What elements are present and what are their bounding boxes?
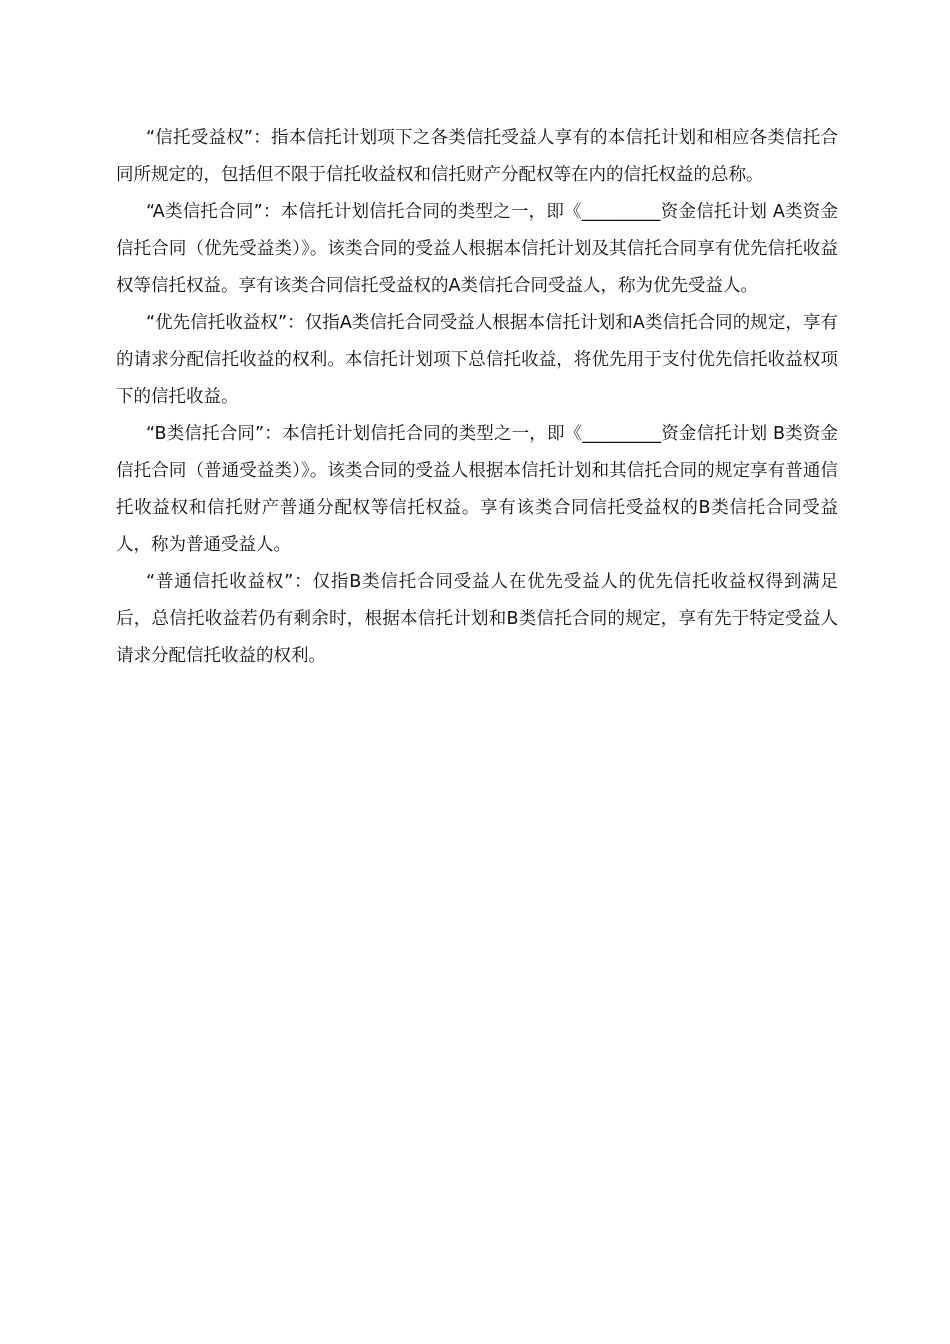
- definition-priority-income-right: “优先信托收益权”：仅指A类信托合同受益人根据本信托计划和A类信托合同的规定，享有的请求分配信托收益的权利。本信托计划项下总信托收益，将优先用于支付优先信托收益权项下的信托收益。: [116, 313, 838, 407]
- definition-trust-beneficial-right: “信托受益权”：指本信托计划项下之各类信托受益人享有的本信托计划和相应各类信托合同所规定的，包括但不限于信托收益权和信托财产分配权等在内的信托权益的总称。: [116, 128, 838, 185]
- definition-ordinary-income-right: “普通信托收益权”：仅指B类信托合同受益人在优先受益人的优先信托收益权得到满足后，总信托收益若仍有剩余时，根据本信托计划和B类信托合同的规定，享有先于特定受益人请求分配信托收益的权利。: [116, 572, 838, 666]
- definition-class-a-contract: “A类信托合同”：本信托计划信托合同的类型之一，即《_________资金信托计划 A类资金信托合同（优先受益类）》。该类合同的受益人根据本信托计划及其信托合同享有优先信托收益权等信托权益。享有该类合同信托受益权的A类信托合同受益人，称为优先受益人。: [116, 202, 838, 296]
- document-body: [116, 120, 838, 675]
- definition-class-b-contract: “B类信托合同”：本信托计划信托合同的类型之一，即《_________资金信托计划 B类资金信托合同（普通受益类）》。该类合同的受益人根据本信托计划和其信托合同的规定享有普通信托收益权和信托财产普通分配权等信托权益。享有该类合同信托受益权的B类信托合同受益人，称为普通受益人。: [116, 424, 838, 555]
